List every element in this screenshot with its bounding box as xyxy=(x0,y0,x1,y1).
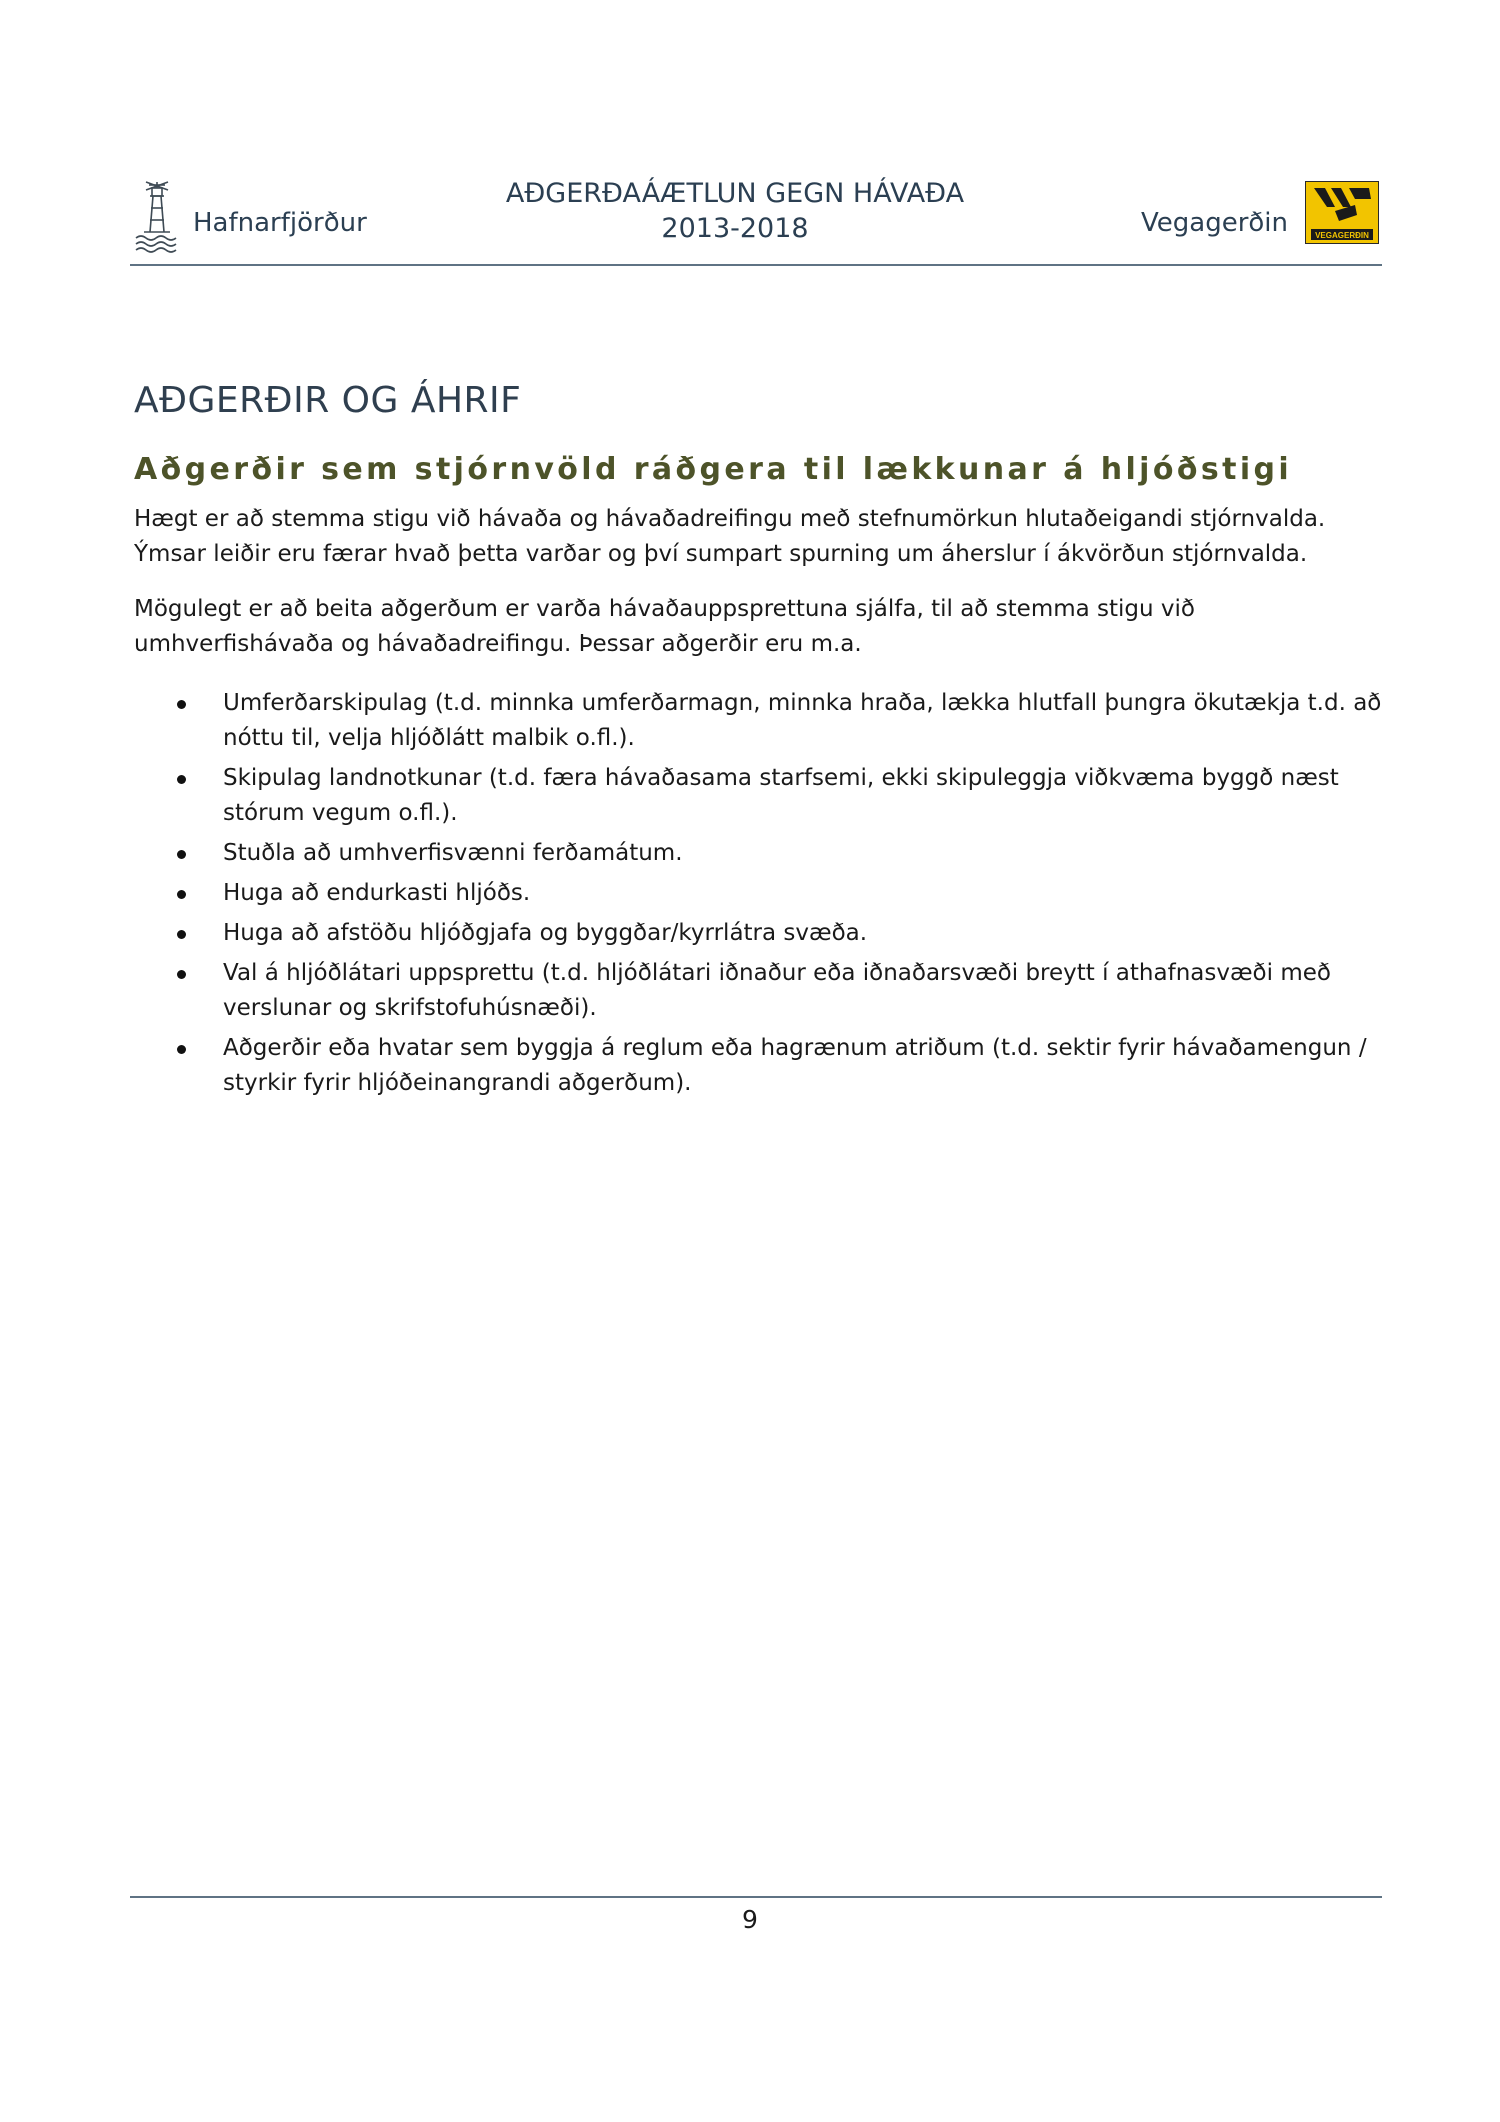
bullet-icon xyxy=(177,775,186,784)
paragraph-2: Mögulegt er að beita aðgerðum er varða hávaðauppsprettuna sjálfa, til að stemma stigu við umhverfishávaða og hávaðadreifingu. Þessar aðgerðir eru m.a. xyxy=(134,596,1195,657)
header-rule xyxy=(130,264,1382,266)
list-item-text: Huga að afstöðu hljóðgjafa og byggðar/kyrrlátra svæða. xyxy=(223,920,868,946)
list-item-text: Umferðarskipulag (t.d. minnka umferðarmagn, minnka hraða, lækka hlutfall þungra ökutækja t.d. að nóttu til, velja hljóðlátt malbik o.fl.). xyxy=(223,690,1382,751)
section-heading: AÐGERÐIR OG ÁHRIF xyxy=(134,380,522,421)
document-title-line1: AÐGERÐAÁÆTLUN GEGN HÁVAÐA xyxy=(505,178,965,209)
document-title-line2: 2013-2018 xyxy=(661,213,809,244)
bullet-icon xyxy=(177,1045,186,1054)
paragraph-1: Hægt er að stemma stigu við hávaða og hávaðadreifingu með stefnumörkun hlutaðeigandi stjórnvalda. Ýmsar leiðir eru færar hvað þetta varðar og því sumpart spurning um áherslur í ákvörðun stjórnvalda. xyxy=(134,506,1326,567)
footer-rule xyxy=(130,1896,1382,1898)
vegagerdin-logo-icon xyxy=(1305,181,1379,244)
page-header xyxy=(0,0,1500,270)
page-number: 9 xyxy=(742,1905,758,1934)
list-item xyxy=(134,876,1384,911)
list-item-text: Val á hljóðlátari uppsprettu (t.d. hljóðlátari iðnaður eða iðnaðarsvæði breytt í athafnasvæði með verslunar og skrifstofuhúsnæði). xyxy=(223,960,1331,1021)
lighthouse-icon xyxy=(134,180,180,256)
bullet-icon xyxy=(177,930,186,939)
header-right-org: Vegagerðin xyxy=(1141,208,1288,238)
list-item-text: Aðgerðir eða hvatar sem byggja á reglum eða hagrænum atriðum (t.d. sektir fyrir hávaðamengun / styrkir fyrir hljóðeinangrandi aðgerðum). xyxy=(223,1035,1367,1096)
list-item xyxy=(134,761,1384,831)
vegagerdin-logo-text: VEGAGERÐIN xyxy=(1315,231,1369,240)
measures-list xyxy=(134,686,1384,1106)
list-item-text: Huga að endurkasti hljóðs. xyxy=(223,880,531,906)
list-item xyxy=(134,686,1384,756)
list-item xyxy=(134,1031,1384,1101)
bullet-icon xyxy=(177,850,186,859)
list-item xyxy=(134,836,1384,871)
bullet-icon xyxy=(177,970,186,979)
section-subheading: Aðgerðir sem stjórnvöld ráðgera til lækkunar á hljóðstigi xyxy=(134,452,1293,487)
document-title xyxy=(500,176,970,246)
header-left-org: Hafnarfjörður xyxy=(193,208,367,238)
bullet-icon xyxy=(177,700,186,709)
list-item-text: Stuðla að umhverfisvænni ferðamátum. xyxy=(223,840,683,866)
list-item xyxy=(134,916,1384,951)
list-item-text: Skipulag landnotkunar (t.d. færa hávaðasama starfsemi, ekki skipuleggja viðkvæma byggð næst stórum vegum o.fl.). xyxy=(223,765,1339,826)
bullet-icon xyxy=(177,890,186,899)
list-item xyxy=(134,956,1384,1026)
